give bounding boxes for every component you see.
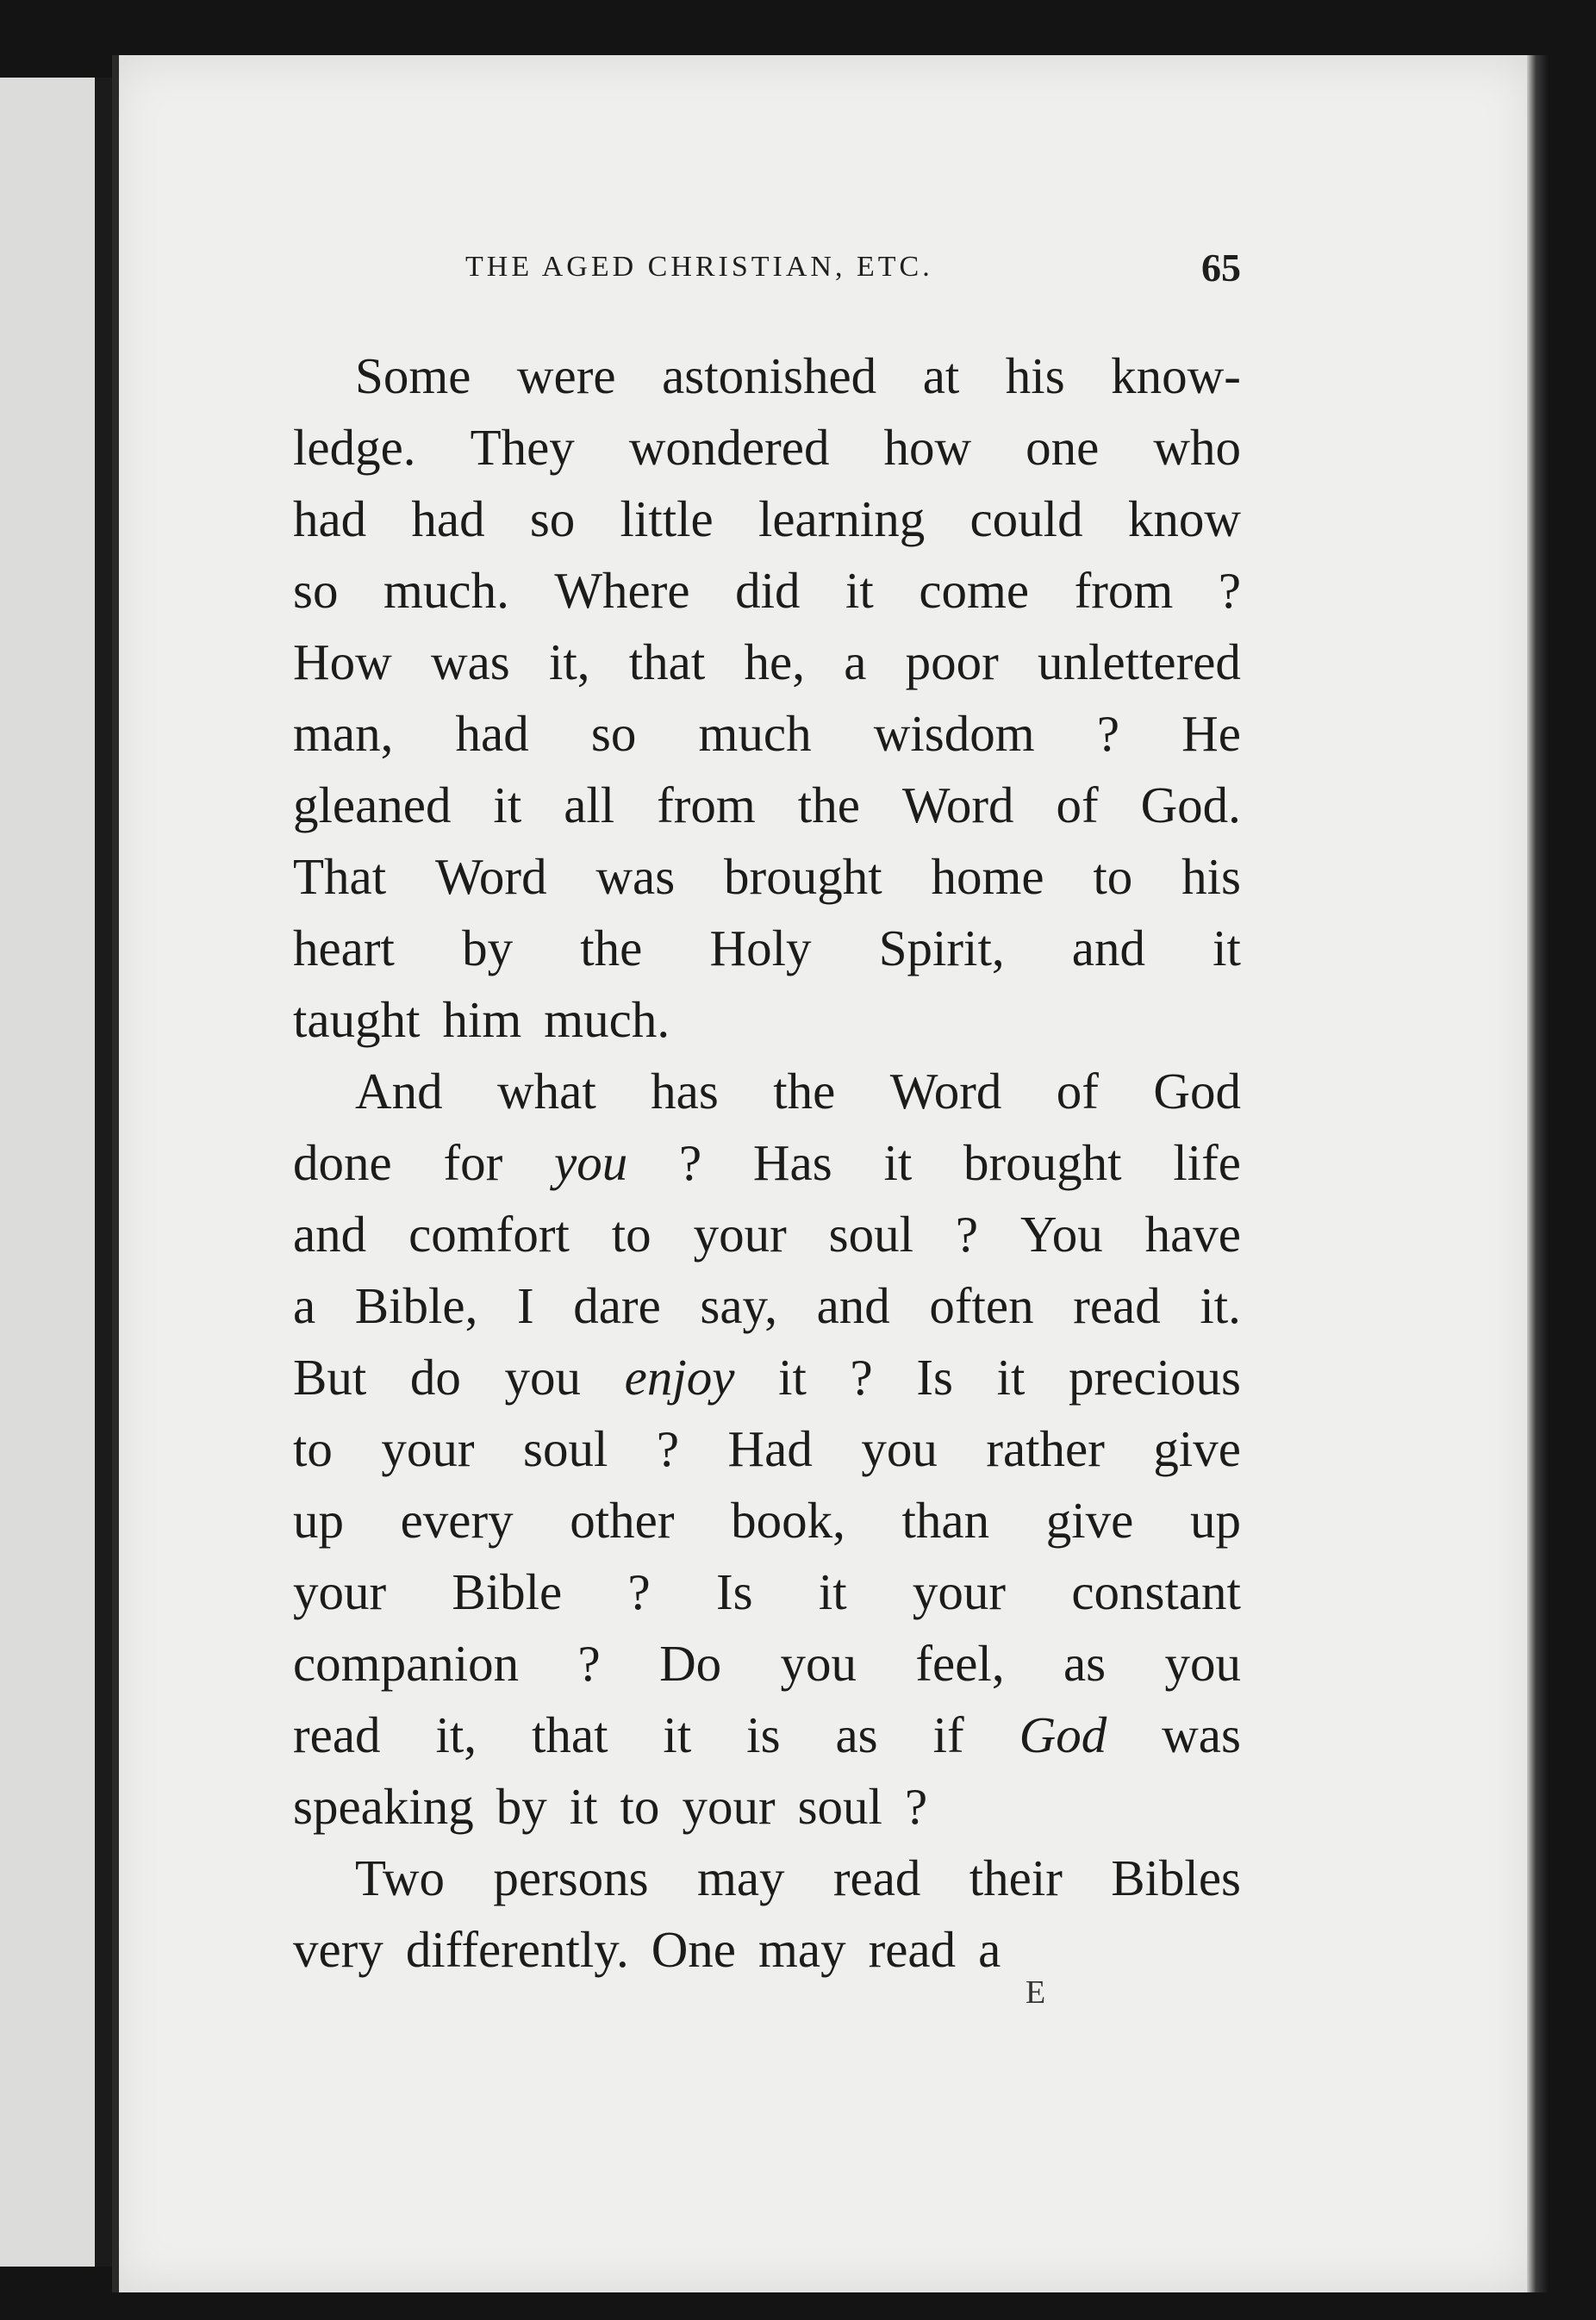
word: much <box>698 705 812 762</box>
word: companion <box>293 1635 520 1692</box>
word: know <box>1127 490 1241 547</box>
word: had <box>293 490 367 547</box>
text-line <box>293 1485 1241 1556</box>
word: How <box>293 633 392 690</box>
word: your <box>693 1206 787 1263</box>
word: so <box>529 490 576 547</box>
word: taught <box>293 991 421 1048</box>
word: That <box>293 848 387 905</box>
word: wondered <box>628 419 830 476</box>
word: was <box>595 848 676 905</box>
word: dare <box>573 1277 661 1334</box>
word: and <box>816 1277 890 1334</box>
word: feel, <box>915 1635 1005 1692</box>
word: what <box>497 1063 596 1119</box>
text-line <box>293 698 1241 770</box>
word: a <box>978 1921 1001 1978</box>
running-head <box>353 241 1241 293</box>
text-line <box>293 1413 1241 1485</box>
word: You <box>1020 1206 1103 1263</box>
word: I <box>516 1277 534 1334</box>
word: your <box>293 1563 387 1620</box>
word: ? <box>678 1134 702 1191</box>
word: their <box>969 1849 1063 1906</box>
text-line <box>293 1914 1241 1986</box>
word: ? <box>577 1635 601 1692</box>
word: poor <box>905 633 999 690</box>
word: it. <box>1200 1277 1241 1334</box>
word: other <box>570 1492 675 1549</box>
word: it, <box>548 633 590 690</box>
word: every <box>400 1492 514 1549</box>
text-line <box>293 1270 1241 1342</box>
word: They <box>470 419 575 476</box>
text-line <box>293 770 1241 841</box>
word: unlettered <box>1038 633 1241 690</box>
text-line <box>293 1056 1241 1127</box>
word: God <box>1019 1706 1107 1763</box>
word: it <box>493 776 522 833</box>
word: persons <box>493 1849 649 1906</box>
word: from <box>657 776 756 833</box>
word: have <box>1144 1206 1241 1263</box>
word: ? <box>850 1349 873 1406</box>
word: to <box>1093 848 1133 905</box>
word: a <box>844 633 867 690</box>
text-line <box>293 555 1241 627</box>
word: come <box>919 562 1030 619</box>
word: for <box>443 1134 503 1191</box>
word: it, <box>435 1706 477 1763</box>
word: a <box>293 1277 316 1334</box>
text-line <box>293 1556 1241 1628</box>
word: at <box>922 347 960 404</box>
word: that <box>628 633 706 690</box>
word: his <box>1005 347 1065 404</box>
word: read <box>293 1706 381 1763</box>
word: you <box>861 1420 938 1477</box>
text-line <box>293 412 1241 483</box>
word: if <box>932 1706 964 1763</box>
word: read <box>832 1849 921 1906</box>
word: constant <box>1071 1563 1241 1620</box>
word: read <box>1073 1277 1161 1334</box>
word: to <box>611 1206 651 1263</box>
word: ledge. <box>293 419 416 476</box>
word: brought <box>963 1134 1122 1191</box>
word: Two <box>355 1849 446 1906</box>
word: ? <box>656 1420 680 1477</box>
word: enjoy <box>624 1349 735 1406</box>
text-line <box>293 1127 1241 1199</box>
word: book, <box>731 1492 845 1549</box>
word: But <box>293 1349 367 1406</box>
text-line <box>293 1628 1241 1699</box>
word: than <box>901 1492 990 1549</box>
word: and <box>293 1206 367 1263</box>
word: it <box>1213 920 1241 976</box>
word: had <box>455 705 529 762</box>
word: it <box>569 1778 598 1835</box>
word: ? <box>627 1563 651 1620</box>
text-line <box>293 1699 1241 1771</box>
word: had <box>411 490 485 547</box>
word: of <box>1056 1063 1099 1119</box>
word: was <box>1162 1706 1241 1763</box>
word: Is <box>916 1349 953 1406</box>
word: one <box>1026 419 1100 476</box>
word: it <box>845 562 874 619</box>
word: the <box>797 776 860 833</box>
word: Bibles <box>1111 1849 1241 1906</box>
word: of <box>1056 776 1099 833</box>
page-number: 65 <box>1201 245 1241 290</box>
word: and <box>1071 920 1145 976</box>
word: you <box>554 1134 628 1191</box>
word: rather <box>986 1420 1105 1477</box>
word: Bible <box>452 1563 563 1620</box>
word: little <box>620 490 714 547</box>
word: And <box>355 1063 443 1119</box>
word: very <box>293 1921 383 1978</box>
word: the <box>580 920 643 976</box>
word: soul <box>828 1206 914 1263</box>
word: as <box>835 1706 878 1763</box>
word: from <box>1074 562 1174 619</box>
word: Word <box>434 848 547 905</box>
word: Some <box>355 347 471 404</box>
word: give <box>1153 1420 1241 1477</box>
word: him <box>442 991 522 1048</box>
word: did <box>735 562 801 619</box>
binding-gutter <box>95 78 112 2267</box>
signature-mark: E <box>1026 1974 1046 2011</box>
word: Bible, <box>354 1277 478 1334</box>
text-line <box>293 483 1241 555</box>
text-line <box>293 1199 1241 1270</box>
word: who <box>1153 419 1241 476</box>
word: Word <box>889 1063 1002 1119</box>
word: ? <box>1096 705 1119 762</box>
word: precious <box>1069 1349 1241 1406</box>
word: you <box>504 1349 582 1406</box>
word: were <box>516 347 616 404</box>
word: to <box>293 1420 333 1477</box>
word: by <box>462 920 514 976</box>
running-title: THE AGED CHRISTIAN, ETC. <box>465 251 933 283</box>
word: God <box>1153 1063 1241 1119</box>
word: know- <box>1111 347 1241 404</box>
page-right-edge <box>1527 55 1549 2292</box>
word: as <box>1063 1635 1107 1692</box>
word: up <box>1189 1492 1241 1549</box>
word: that <box>531 1706 608 1763</box>
word: learning <box>757 490 926 547</box>
word: astonished <box>662 347 877 404</box>
word: Is <box>715 1563 753 1620</box>
word: could <box>969 490 1083 547</box>
word: how <box>883 419 972 476</box>
word: it <box>663 1706 692 1763</box>
text-line <box>293 1771 1241 1843</box>
body-text <box>293 340 1241 1986</box>
text-line <box>293 1342 1241 1413</box>
word: brought <box>724 848 882 905</box>
word: ? <box>1218 562 1241 619</box>
word: all <box>564 776 615 833</box>
word: do <box>409 1349 461 1406</box>
word: differently. <box>405 1921 629 1978</box>
text-line <box>293 1843 1241 1914</box>
word: wisdom <box>873 705 1035 762</box>
word: Do <box>659 1635 722 1692</box>
word: so <box>590 705 637 762</box>
word: Spirit, <box>878 920 1005 976</box>
word: your <box>912 1563 1007 1620</box>
text-line <box>293 913 1241 984</box>
word: is <box>746 1706 781 1763</box>
word: Where <box>554 562 690 619</box>
text-line <box>293 841 1241 913</box>
text-line <box>293 340 1241 412</box>
word: man, <box>293 705 394 762</box>
word: He <box>1181 705 1241 762</box>
word: heart <box>293 920 395 976</box>
word: soul <box>523 1420 608 1477</box>
text-line <box>293 984 1241 1056</box>
word: home <box>931 848 1044 905</box>
word: God. <box>1140 776 1241 833</box>
word: it <box>883 1134 913 1191</box>
word: Had <box>727 1420 813 1477</box>
word: you <box>1164 1635 1241 1692</box>
word: so <box>293 562 339 619</box>
word: done <box>293 1134 392 1191</box>
word: read <box>868 1921 957 1978</box>
word: Word <box>901 776 1014 833</box>
word: it <box>996 1349 1026 1406</box>
word: say, <box>700 1277 777 1334</box>
word: speaking <box>293 1778 474 1835</box>
word: life <box>1173 1134 1241 1191</box>
word: may <box>758 1921 846 1978</box>
word: may <box>696 1849 785 1906</box>
word: Has <box>752 1134 832 1191</box>
word: gleaned <box>293 776 452 833</box>
word: give <box>1045 1492 1134 1549</box>
word: ? <box>904 1778 928 1835</box>
word: he, <box>744 633 805 690</box>
word: soul <box>797 1778 882 1835</box>
word: up <box>293 1492 344 1549</box>
word: Holy <box>709 920 812 976</box>
word: much. <box>544 991 670 1048</box>
word: ? <box>955 1206 979 1263</box>
page-left-edge <box>112 55 119 2292</box>
word: much. <box>383 562 509 619</box>
text-line <box>293 627 1241 698</box>
word: has <box>651 1063 719 1119</box>
word: by <box>496 1778 547 1835</box>
word: comfort <box>408 1206 570 1263</box>
word: it <box>818 1563 847 1620</box>
word: the <box>773 1063 836 1119</box>
word: One <box>651 1921 736 1978</box>
word: your <box>381 1420 475 1477</box>
word: it <box>778 1349 807 1406</box>
word: his <box>1181 848 1241 905</box>
word: your <box>682 1778 776 1835</box>
word: to <box>620 1778 660 1835</box>
word: you <box>780 1635 857 1692</box>
previous-page-sliver <box>0 78 95 2267</box>
word: often <box>929 1277 1034 1334</box>
word: was <box>430 633 510 690</box>
